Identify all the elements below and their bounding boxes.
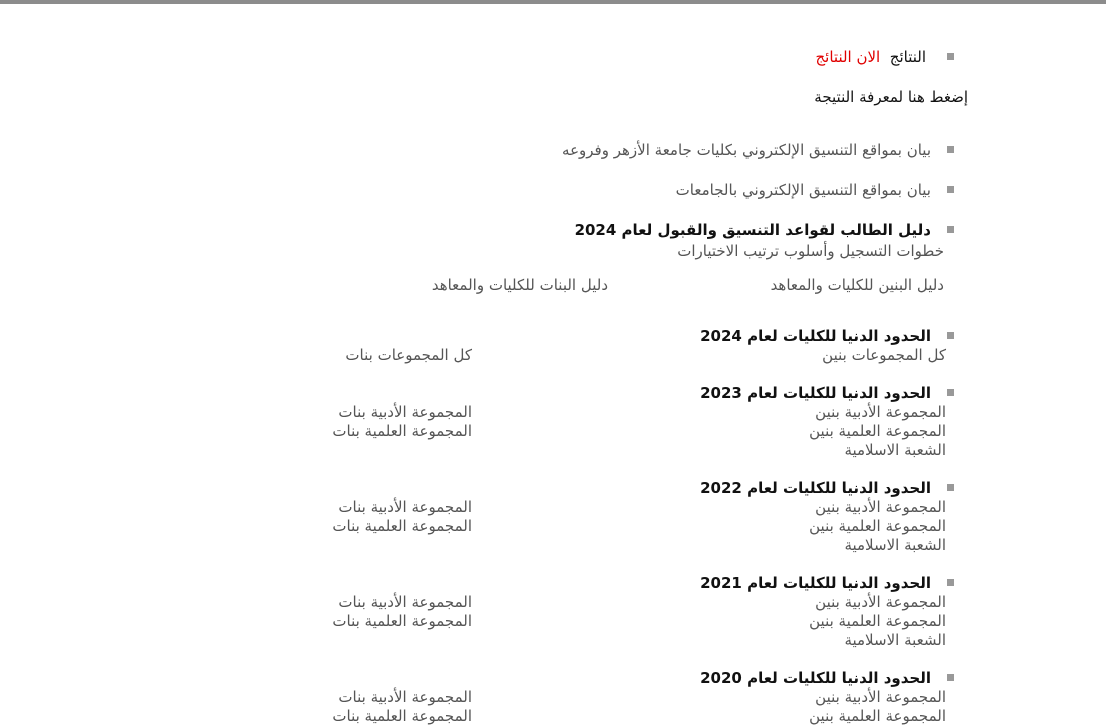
boys-guide-link[interactable]: دليل البنين للكليات والمعاهد [770, 276, 944, 294]
limits-title: الحدود الدنيا للكليات لعام 2024 [700, 327, 931, 345]
limits-title: الحدود الدنيا للكليات لعام 2020 [700, 669, 931, 687]
girls-guide-link[interactable]: دليل البنات للكليات والمعاهد [431, 276, 608, 294]
boys-group-link[interactable]: المجموعة العلمية بنين [809, 707, 946, 725]
check-result-link[interactable]: إضغط هنا لمعرفة النتيجة [814, 88, 968, 106]
universities-statement-link[interactable]: بيان بمواقع التنسيق الإلكتروني بالجامعات [675, 181, 931, 199]
bullet-icon [947, 53, 954, 60]
boys-group-link[interactable]: الشعبة الاسلامية [844, 441, 946, 459]
boys-group-link[interactable]: المجموعة العلمية بنين [809, 517, 946, 535]
girls-group-link[interactable]: المجموعة الأدبية بنات [338, 688, 472, 706]
boys-group-link[interactable]: المجموعة الأدبية بنين [815, 498, 946, 516]
girls-group-link[interactable]: المجموعة العلمية بنات [332, 707, 472, 725]
girls-group-link[interactable]: المجموعة الأدبية بنات [338, 593, 472, 611]
girls-group-link[interactable]: المجموعة العلمية بنات [332, 422, 472, 440]
boys-group-link[interactable]: الشعبة الاسلامية [844, 536, 946, 554]
bullet-icon [947, 186, 954, 193]
boys-group-link[interactable]: الشعبة الاسلامية [844, 631, 946, 649]
student-guide-link[interactable]: دليل الطالب لقواعد التنسيق والقبول لعام 2024 [574, 221, 931, 239]
bullet-icon [947, 389, 954, 396]
azhar-statement-link[interactable]: بيان بمواقع التنسيق الإلكتروني بكليات جامعة الأزهر وفروعه [562, 141, 931, 159]
boys-group-link[interactable]: المجموعة الأدبية بنين [815, 593, 946, 611]
boys-group-link[interactable]: كل المجموعات بنين [822, 346, 946, 364]
bullet-icon [947, 332, 954, 339]
boys-group-link[interactable]: المجموعة العلمية بنين [809, 422, 946, 440]
girls-group-link[interactable]: المجموعة الأدبية بنات [338, 498, 472, 516]
boys-group-link[interactable]: المجموعة الأدبية بنين [815, 688, 946, 706]
bullet-icon [947, 674, 954, 681]
girls-group-link[interactable]: المجموعة الأدبية بنات [338, 403, 472, 421]
results-label: النتائج [889, 48, 926, 66]
results-now-link[interactable]: الان النتائج [815, 48, 881, 66]
bullet-icon [947, 146, 954, 153]
limits-title: الحدود الدنيا للكليات لعام 2022 [700, 479, 931, 497]
results-row [816, 48, 927, 66]
top-border [0, 0, 1106, 4]
bullet-icon [947, 579, 954, 586]
registration-steps-link[interactable]: خطوات التسجيل وأسلوب ترتيب الاختيارات [677, 242, 944, 260]
girls-group-link[interactable]: المجموعة العلمية بنات [332, 612, 472, 630]
boys-group-link[interactable]: المجموعة العلمية بنين [809, 612, 946, 630]
limits-title: الحدود الدنيا للكليات لعام 2023 [700, 384, 931, 402]
girls-group-link[interactable]: المجموعة العلمية بنات [332, 517, 472, 535]
boys-group-link[interactable]: المجموعة الأدبية بنين [815, 403, 946, 421]
bullet-icon [947, 484, 954, 491]
girls-group-link[interactable]: كل المجموعات بنات [345, 346, 472, 364]
limits-title: الحدود الدنيا للكليات لعام 2021 [700, 574, 931, 592]
bullet-icon [947, 226, 954, 233]
